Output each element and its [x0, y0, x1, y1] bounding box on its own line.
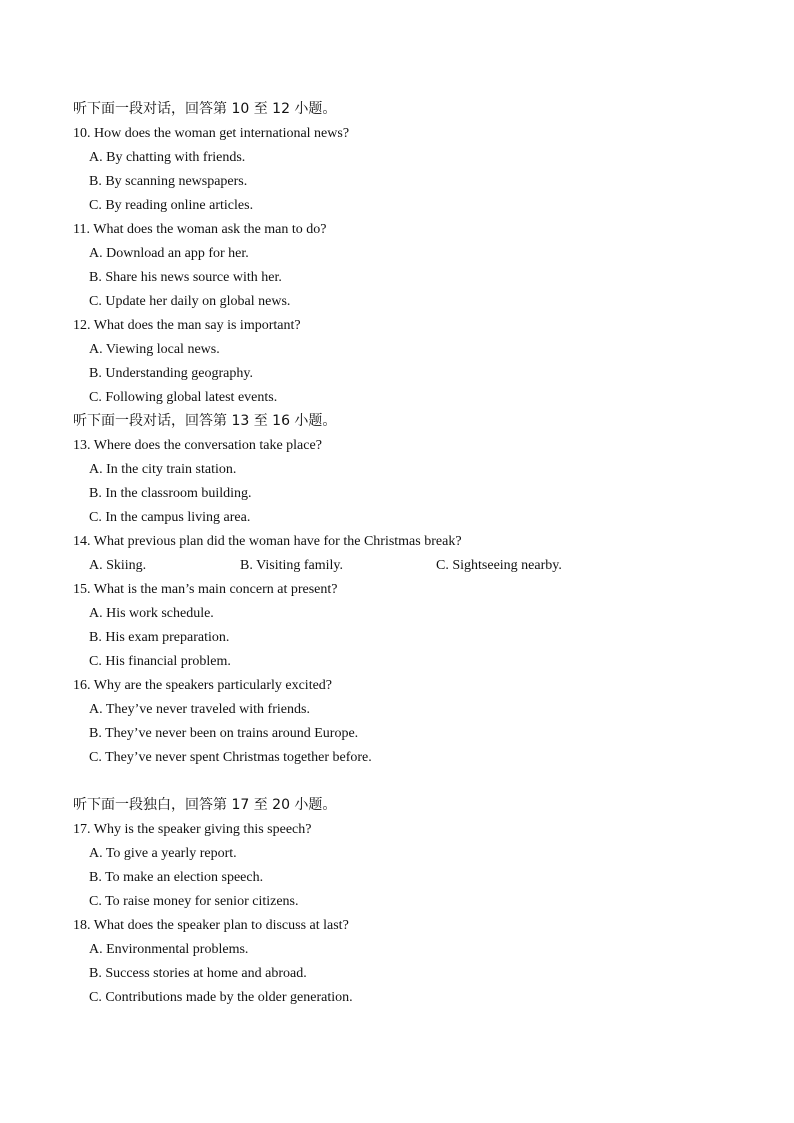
section-heading: 听下面一段对话，回答第 10 至 12 小题。	[73, 101, 337, 117]
question-14-option-b: B. Visiting family.	[240, 558, 343, 573]
section-heading: 听下面一段独白，回答第 17 至 20 小题。	[73, 797, 337, 813]
question-16-stem: 16. Why are the speakers particularly excited?	[73, 678, 333, 693]
question-11-option-b: B. Share his news source with her.	[89, 270, 282, 285]
question-13-option-a: A. In the city train station.	[89, 462, 237, 477]
question-18-option-b: B. Success stories at home and abroad.	[89, 966, 307, 981]
question-12-stem: 12. What does the man say is important?	[73, 318, 301, 333]
question-15-stem: 15. What is the man’s main concern at present?	[73, 582, 338, 597]
question-16-option-a: A. They’ve never traveled with friends.	[89, 702, 310, 717]
question-11-stem: 11. What does the woman ask the man to do?	[73, 222, 327, 237]
question-17-option-c: C. To raise money for senior citizens.	[89, 894, 299, 909]
question-18-stem: 18. What does the speaker plan to discuss at last?	[73, 918, 349, 933]
section-heading: 听下面一段对话，回答第 13 至 16 小题。	[73, 413, 337, 429]
question-10-option-a: A. By chatting with friends.	[89, 150, 246, 165]
question-13-stem: 13. Where does the conversation take place?	[73, 438, 322, 453]
question-12-option-c: C. Following global latest events.	[89, 390, 278, 405]
question-14-option-c: C. Sightseeing nearby.	[436, 558, 562, 573]
question-11-option-a: A. Download an app for her.	[89, 246, 249, 261]
question-18-option-a: A. Environmental problems.	[89, 942, 249, 957]
question-15-option-b: B. His exam preparation.	[89, 630, 230, 645]
question-14-option-a: A. Skiing.	[89, 558, 147, 573]
question-10-option-c: C. By reading online articles.	[89, 198, 254, 213]
question-12-option-a: A. Viewing local news.	[89, 342, 220, 357]
question-15-option-c: C. His financial problem.	[89, 654, 231, 669]
question-16-option-c: C. They’ve never spent Christmas together before.	[89, 750, 372, 765]
question-12-option-b: B. Understanding geography.	[89, 366, 253, 381]
question-10-stem: 10. How does the woman get international news?	[73, 126, 350, 141]
question-18-option-c: C. Contributions made by the older generation.	[89, 990, 353, 1005]
question-17-stem: 17. Why is the speaker giving this speech?	[73, 822, 312, 837]
question-14-stem: 14. What previous plan did the woman have for the Christmas break?	[73, 534, 462, 549]
question-17-option-a: A. To give a yearly report.	[89, 846, 237, 861]
question-10-option-b: B. By scanning newspapers.	[89, 174, 248, 189]
question-13-option-b: B. In the classroom building.	[89, 486, 252, 501]
question-11-option-c: C. Update her daily on global news.	[89, 294, 291, 309]
question-17-option-b: B. To make an election speech.	[89, 870, 264, 885]
question-15-option-a: A. His work schedule.	[89, 606, 214, 621]
question-16-option-b: B. They’ve never been on trains around Europe.	[89, 726, 359, 741]
question-13-option-c: C. In the campus living area.	[89, 510, 251, 525]
